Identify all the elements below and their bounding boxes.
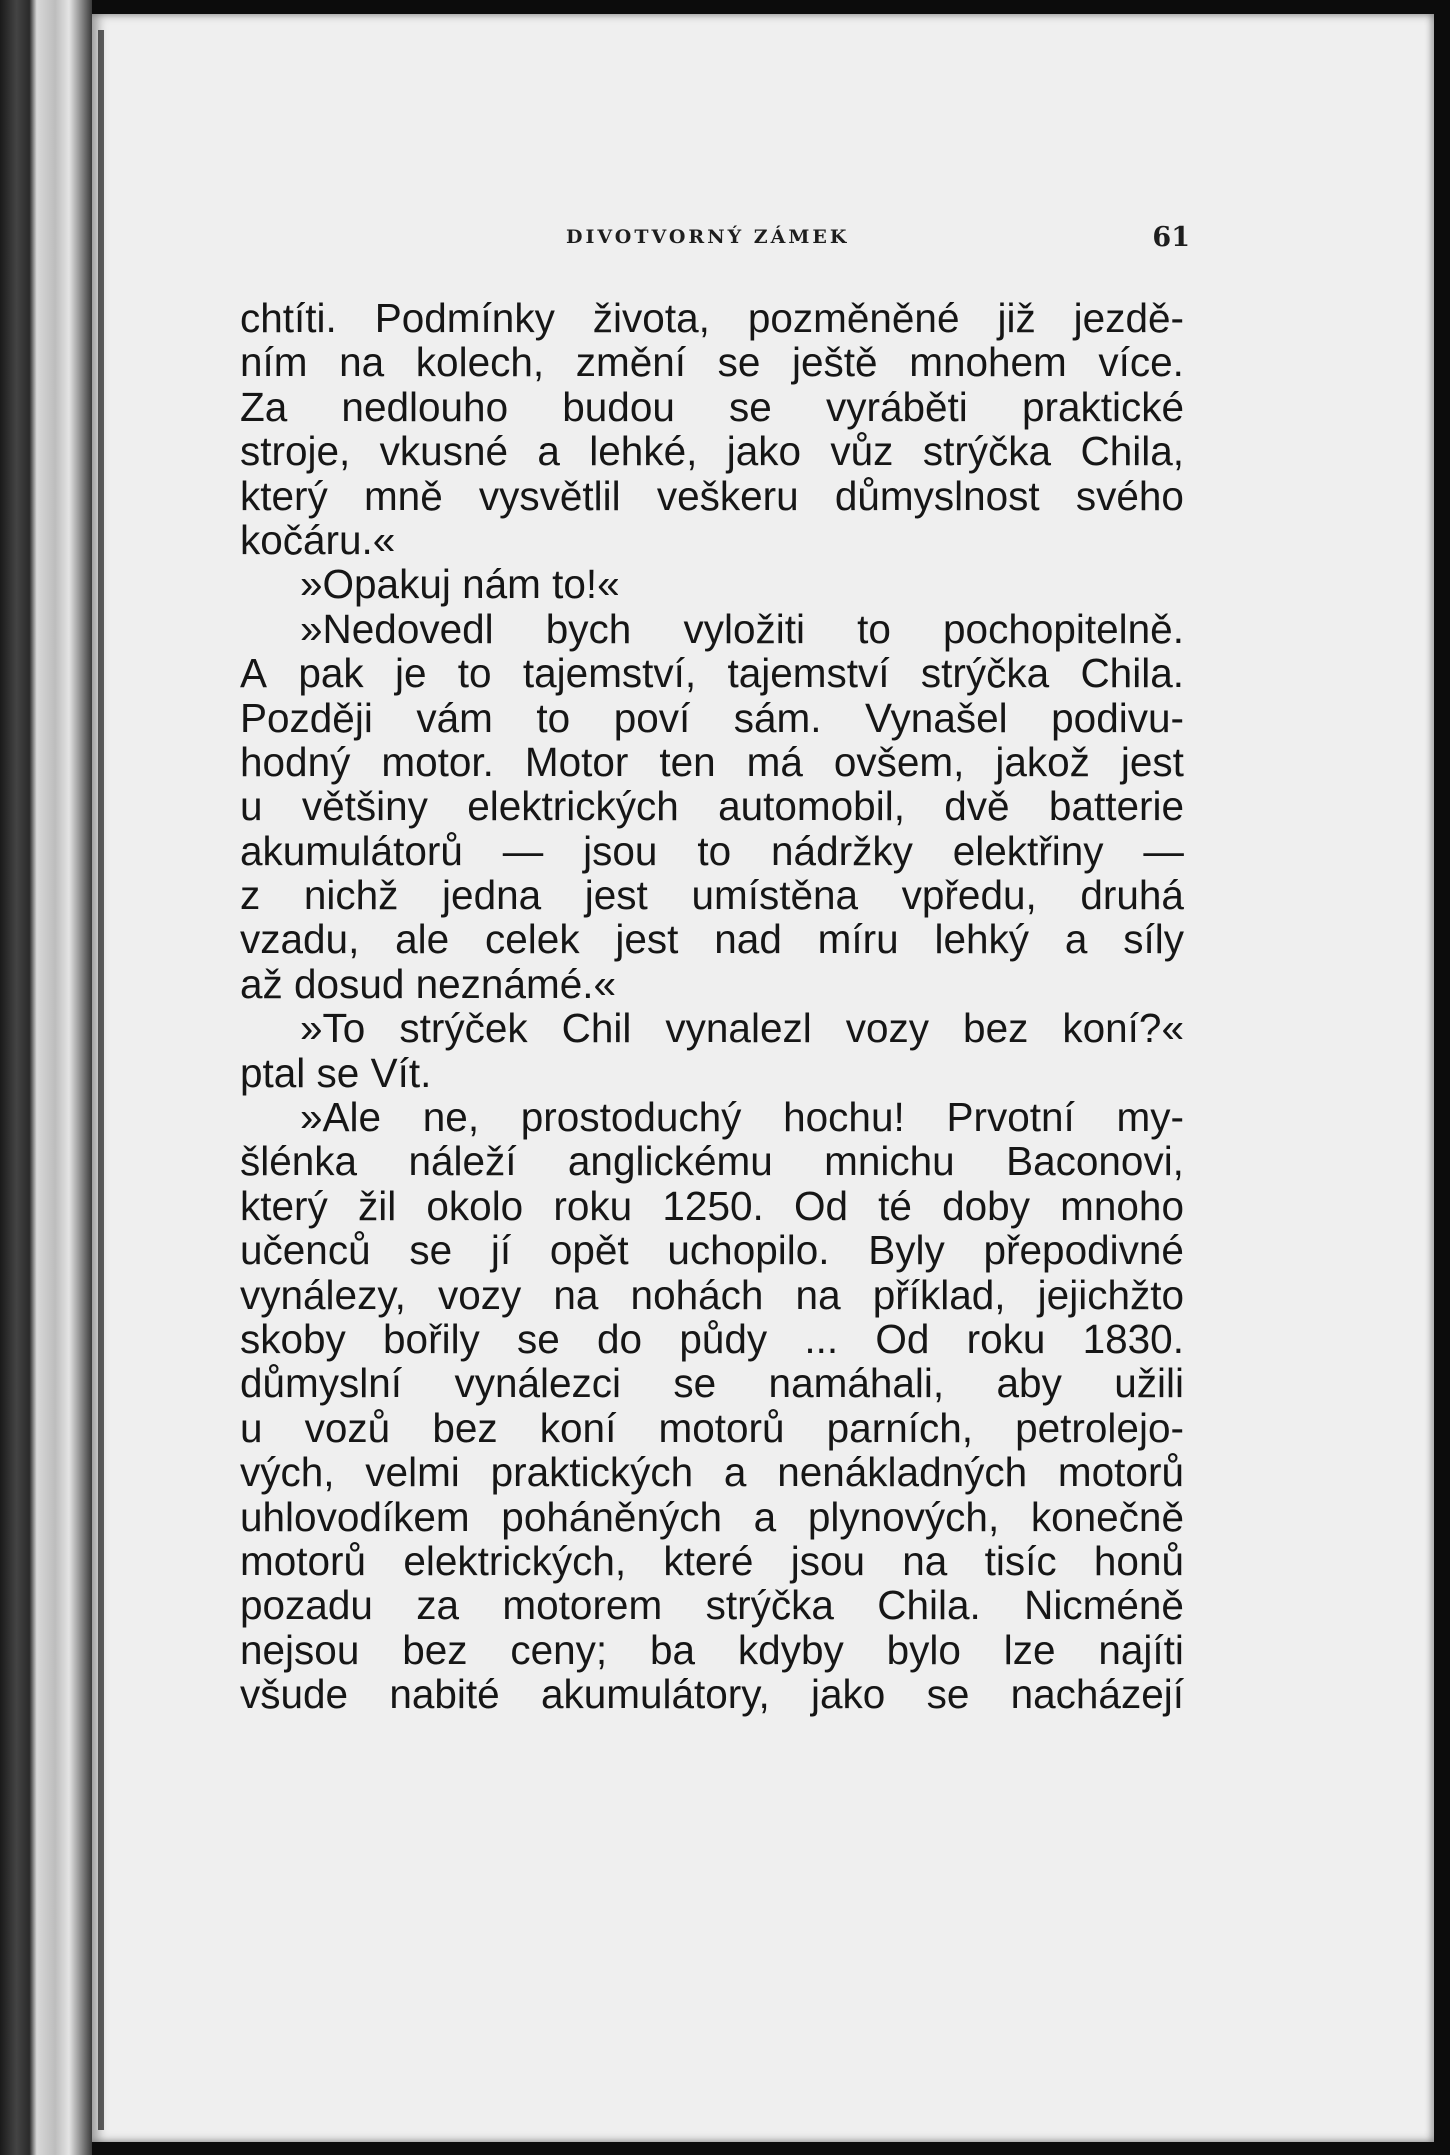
text-line: kočáru.« [240,516,396,563]
text-line: důmyslní vynálezci se namáhali, aby užili [240,1360,1184,1407]
body-text [240,296,1184,1717]
text-line: vynálezy, vozy na nohách na příklad, jejichžto [240,1271,1184,1318]
text-line: ptal se Vít. [240,1049,432,1096]
text-line: nejsou bez ceny; ba kdyby bylo lze najíti [240,1626,1184,1673]
spine-shadow [98,30,104,2130]
page-header [470,222,1190,262]
text-line: pozadu za motorem strýčka Chila. Nicméně [240,1582,1184,1629]
text-line: všude nabité akumulátory, jako se nacházejí [240,1671,1184,1718]
text-line: »Nedovedl bych vyložiti to pochopitelně. [300,605,1184,652]
text-line: »Opakuj nám to!« [300,561,620,608]
text-line: který mně vysvětlil veškeru důmyslnost svého [240,472,1184,519]
text-line: motorů elektrických, které jsou na tisíc honů [240,1537,1184,1584]
text-line: který žil okolo roku 1250. Od té doby mnoho [240,1182,1184,1229]
text-line: u vozů bez koní motorů parních, petrolejo- [240,1404,1184,1451]
text-line: chtíti. Podmínky života, pozměněné již jezdě- [240,295,1184,341]
text-line: stroje, vkusné a lehké, jako vůz strýčka Chila, [240,428,1184,475]
text-line: A pak je to tajemství, tajemství strýčka Chila. [240,650,1184,697]
text-line: vzadu, ale celek jest nad míru lehký a síly [240,916,1184,963]
text-line: Později vám to poví sám. Vynašel podivu- [240,694,1184,741]
text-line: ním na kolech, změní se ještě mnohem více. [240,339,1184,386]
text-line: skoby bořily se do půdy ... Od roku 1830. [240,1315,1184,1362]
text-line: až dosud neznámé.« [240,960,617,1007]
text-line: šlénka náleží anglickému mnichu Baconovi, [240,1138,1184,1185]
book-edge [0,0,92,2155]
text-line: hodný motor. Motor ten má ovšem, jakož jest [240,738,1184,785]
text-line: učenců se jí opět uchopilo. Byly přepodivné [240,1227,1184,1274]
text-line: vých, velmi praktických a nenákladných motorů [240,1449,1184,1496]
text-line: akumulátorů — jsou to nádržky elektřiny — [240,827,1184,874]
text-line: »Ale ne, prostoduchý hochu! Prvotní my- [300,1094,1184,1141]
text-line: z nichž jedna jest umístěna vpředu, druhá [240,872,1184,919]
text-line: Za nedlouho budou se vyráběti praktické [240,383,1184,430]
page-number: 61 [1152,222,1190,253]
text-line: u většiny elektrických automobil, dvě batterie [240,783,1184,830]
text-line: uhlovodíkem poháněných a plynových, konečně [240,1493,1184,1540]
text-line: »To strýček Chil vynalezl vozy bez koní?« [300,1005,1184,1052]
running-title: DIVOTVORNÝ ZÁMEK [566,226,850,248]
